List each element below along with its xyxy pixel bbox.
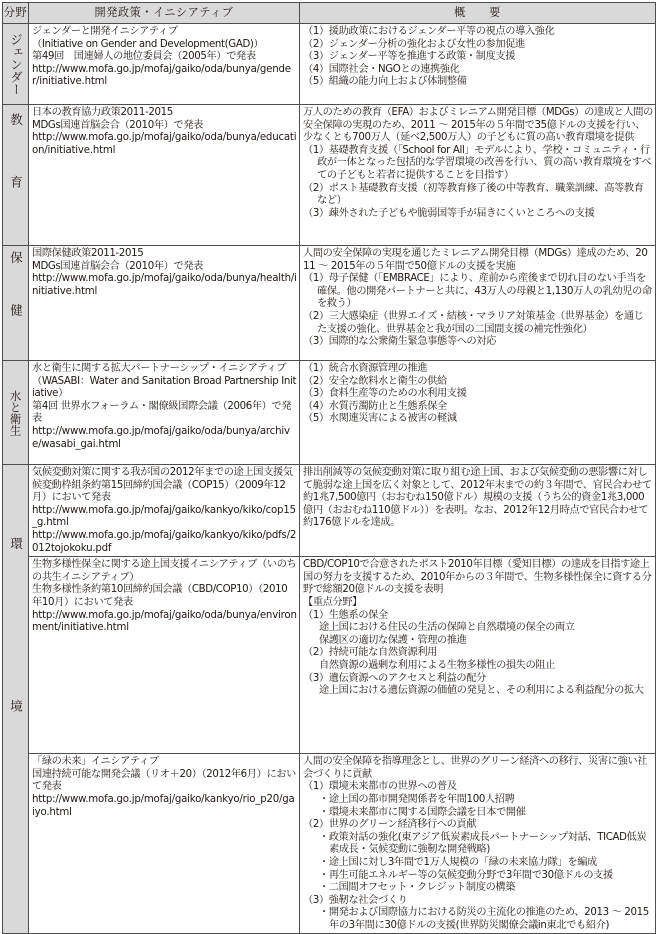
policy-cell-health: 国際保健政策2011-2015 MDGs国連首脳会合（2010年）で発表 http://www.mofa.go.jp/mofaj/gaiko/oda/bunya/health/initiative.html: [29, 246, 300, 361]
category-water: 水と衛生: [3, 361, 29, 465]
policy-cell-biodiversity: 生物多様性保全に関する途上国支援イニシアティブ（いのちの共生イニシアティブ） 生物多様性条約第10回締約国会議（CBD/COP10）（2010年10月）において発表 http://www.mofa.go.jp/mofaj/gaiko/oda/bunya/environment/initiative.html: [29, 557, 300, 754]
policy-cell-water: 水と衛生に関する拡大パートナーシップ・イニシアティブ （WASABI：Water and Sanitation Broad Partnership Initiative） 第4回 世界水フォーラム・閣僚級国際会議（2006年）で発表 http://www.mofa.go.jp/mofaj/gaiko/oda/bunya/archive/wasabi_gai.html: [29, 361, 300, 465]
header-row: [3, 3, 656, 24]
initiatives-table: [2, 2, 656, 934]
table-row-education: [3, 105, 656, 246]
table-row-health: [3, 246, 656, 361]
summary-cell-health: 人間の安全保障の実現を通じたミレニアム開発目標（MDGs）達成のため、2011 ～ 2015年の５年間で50億ドルの支援を実施 （1）母子保健（「EMBRACE」により、産前から産後まで切れ目のない手当を確保。他の開発パートナーと共に、43万人の母親と1,130万人の乳幼児の命を救う） （2）三大感染症（世界エイズ・結核・マラリア対策基金（世界基金）を通じた支援の強化、世界基金と我が国の二国間支援の補完性強化） （3）国際的な公衆衛生緊急事態等への対応: [300, 246, 656, 361]
table-row-environment-green-future: [3, 754, 656, 934]
policy-cell-climate: 気候変動対策に関する我が国の2012年までの途上国支援気候変動枠組条約第15回締約国会議（COP15）（2009年12月）において発表 http://www.mofa.go.jp/mofaj/gaiko/kankyo/kiko/cop15_g.html http://www.mofa.go.jp/mofaj/gaiko/kankyo/kiko/pdfs/2012tojokoku.pdf: [29, 465, 300, 557]
policy-link[interactable]: http://www.mofa.go.jp/mofaj/gaiko/oda/bunya/education/initiative.html: [32, 132, 297, 156]
policy-cell-education: 日本の教育協力政策2011-2015 MDGs国連首脳会合（2010年）で発表 http://www.mofa.go.jp/mofaj/gaiko/oda/bunya/education/initiative.html: [29, 105, 300, 246]
policy-link-pdf[interactable]: http://www.mofa.go.jp/mofaj/gaiko/kankyo/kiko/pdfs/2012tojokoku.pdf: [32, 529, 297, 554]
policy-link[interactable]: http://www.mofa.go.jp/mofaj/gaiko/oda/bunya/health/initiative.html: [32, 273, 297, 297]
policy-link[interactable]: http://www.mofa.go.jp/mofaj/gaiko/kankyo/kiko/cop15_g.html: [32, 504, 296, 529]
table-row-water: [3, 361, 656, 465]
policy-link[interactable]: http://www.mofa.go.jp/mofaj/gaiko/oda/bunya/environment/initiative.html: [32, 609, 297, 634]
summary-cell-green-future: 人間の安全保障を指導理念とし、世界のグリーン経済への移行、災害に強い社会づくりに貢献 （1）環境未来都市の世界への普及 ・途上国の都市開発関係者を年間100人招聘 ・環境未来都市に関する国際会議を日本で開催 （2）世界のグリーン経済移行への貢献 ・政策対話の強化(東アジア低炭素成長パートナーシップ対話、TICAD低炭素成長・気候変動に強靭な開発戦略) ・途上国に対し3年間で1万人規模の「緑の未来協力隊」を編成 ・再生可能エネルギー等の気候変動分野で3年間で30億ドルの支援 ・二国間オフセット・クレジット制度の構築 （3）強靭な社会づくり ・開発および国際協力における防災の主流化の推進のため、2013 ～ 2015年の3年間に30億ドルの支援(世界防災閣僚会議in東北でも紹介): [300, 754, 656, 934]
summary-cell-education: 万人のための教育（EFA）およびミレニアム開発目標（MDGs）の達成と人間の安全保障の実現のため、2011 ～ 2015年の５年間で35億ドルの支援を行い、少なくとも700万人（延べ2,500万人）の子どもに質の高い教育環境を提供 （1）基礎教育支援（「School for All」モデルにより、学校・コミュニティ・行政が一体となった包括的な学習環境の改善を行い、質の高い教育環境をすべての子どもと若者に提供することを目指す） （2）ポスト基礎教育支援（初等教育修了後の中等教育、職業訓練、高等教育など） （3）疎外された子どもや脆弱国等手が届きにくいところへの支援: [300, 105, 656, 246]
table-row-environment-biodiversity: [3, 557, 656, 754]
summary-cell-water: （1）統合水資源管理の推進 （2）安全な飲料水と衛生の供給 （3）食料生産等のための水利用支援 （4）水質汚濁防止と生態系保全 （5）水関連災害による被害の軽減: [300, 361, 656, 465]
category-education: 教育: [3, 105, 29, 246]
summary-cell-biodiversity: CBD/COP10で合意されたポスト2010年目標（愛知目標）の達成を目指す途上国の努力を支援するため、2010年からの３年間で、生物多様性保全に資する分野で総額20億ドルの支援を表明 【重点分野】 （1）生態系の保全 途上国における住民の生活の保障と自然環境の保全の両立 保護区の適切な保護・管理の推進 （2）持続可能な自然資源利用 自然資源の過剰な利用による生物多様性の損失の阻止 （3）遺伝資源へのアクセスと利益の配分 途上国における遺伝資源の価値の発見と、その利用による利益配分の拡大: [300, 557, 656, 754]
category-environment: 環境: [3, 465, 29, 934]
header-category: 分野: [3, 3, 29, 24]
policy-cell-gender: ジェンダーと開発イニシアティブ （Initiative on Gender and Development(GAD)） 第49回 国連婦人の地位委員会（2005年）で発表 http://www.mofa.go.jp/mofaj/gaiko/oda/bunya/gender/initiative.html: [29, 24, 300, 105]
category-health: 保健: [3, 246, 29, 361]
summary-cell-climate: 排出削減等の気候変動対策に取り組む途上国、および気候変動の悪影響に対して脆弱な途上国を広く対象として、2012年末までの約３年間で、官民合わせて約1兆7,500億円（おおむね150億ドル）規模の支援（うち公的資金1兆3,000億円（おおむね110億ドル））を表明。なお、2012年12月時点で官民合わせて約176億ドルを達成。: [300, 465, 656, 557]
policy-link[interactable]: http://www.mofa.go.jp/mofaj/gaiko/oda/bunya/archive/wasabi_gai.html: [32, 425, 290, 450]
category-gender: ジェンダー: [3, 24, 29, 105]
policy-link[interactable]: http://www.mofa.go.jp/mofaj/gaiko/oda/bunya/gender/initiative.html: [32, 63, 291, 88]
header-policy: 開発政策・イニシアティブ: [29, 3, 300, 24]
summary-cell-gender: （1）援助政策におけるジェンダー平等の視点の導入強化 （2）ジェンダー分析の強化および女性の参加促進 （3）ジェンダー平等を推進する政策・制度支援 （4）国際社会・NGOとの連携強化 （5）組織の能力向上および体制整備: [300, 24, 656, 105]
table-row-gender: [3, 24, 656, 105]
table-row-environment-climate: [3, 465, 656, 557]
policy-link[interactable]: http://www.mofa.go.jp/mofaj/gaiko/kankyo/rio_p20/gaiyo.html: [32, 793, 295, 818]
header-summary: 概 要: [300, 3, 656, 24]
policy-cell-green-future: 「緑の未来」イニシアティブ 国連持続可能な開発会議（リオ＋20）（2012年6月）において発表 http://www.mofa.go.jp/mofaj/gaiko/kankyo/rio_p20/gaiyo.html: [29, 754, 300, 934]
